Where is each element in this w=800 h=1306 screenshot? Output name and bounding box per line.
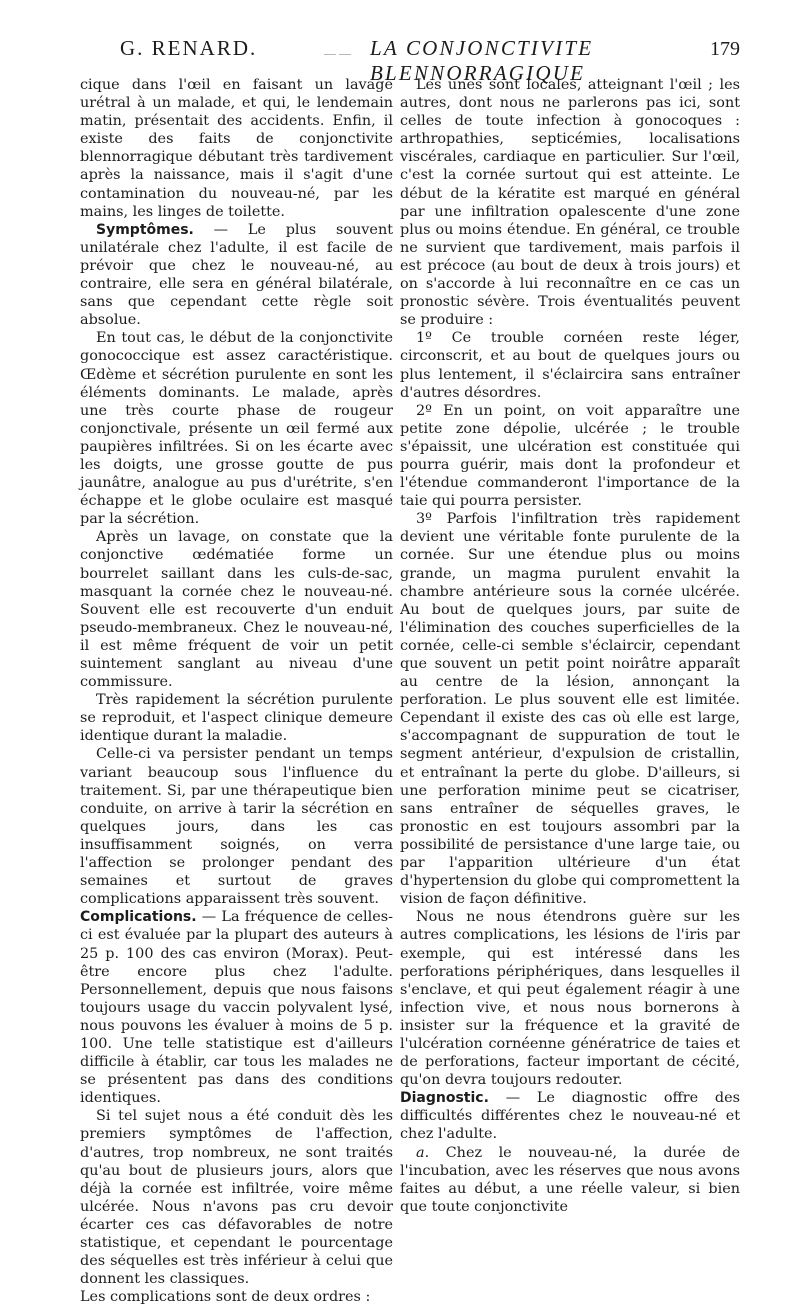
list-item-2: 2º En un point, on voit apparaître une petite zone dépolie, ulcérée ; le trouble s'épaissit, une ulcération est constituée qui pourra guérir, mais dont la profondeur et l'étendue commanderont l'importance de la taie qui pourra persister. bbox=[400, 402, 740, 510]
header-author: G. RENARD. bbox=[120, 36, 258, 60]
header-title: LA CONJONCTIVITE BLENNORRAGIQUE bbox=[370, 36, 594, 85]
page-number: 179 bbox=[710, 38, 740, 60]
section-heading: Symptômes. bbox=[96, 221, 194, 238]
list-item-3: 3º Parfois l'infiltration très rapidement devient une véritable fonte purulente de la cornée. Sur une étendue plus ou moins grande, un magma purulent envahit la chambre antérieure sous la cornée ulcérée. Au bout de quelques jours, par suite de l'élimination des couches superficielles de la cornée, celle-ci semble s'éclaircir, cependant que souvent un petit point noirâtre apparaît au centre de la lésion, annonçant la perforation. Le plus souvent elle est limitée. Cependant il existe des cas où elle est large, s'accompagnant de suppuration de tout le segment antérieur, d'expulsion de cristallin, et entraînant la perte du globe. D'ailleurs, si une perforation minime peut se cicatriser, sans entraîner de séquelles graves, le pronostic en est toujours assombri par la possibilité de persistance d'une large taie, ou par l'apparition ultérieure d'un état d'hypertension du globe qui compromettent la vision de façon définitive. bbox=[400, 511, 740, 908]
paragraph-symptomes bbox=[80, 221, 393, 330]
section-heading: Diagnostic. bbox=[400, 1090, 489, 1107]
paragraph-text: — Le plus souvent unilatérale chez l'adulte, il est facile de prévoir que chez le nouveau-né, au contraire, elle sera en général bilatérale, sans que cependant cette règle soit absolue. bbox=[80, 221, 393, 329]
paragraph-text: Chez le nouveau-né, la durée de l'incubation, avec les réserves que nous avons faites au début, a une réelle valeur, si bien que toute conjonctivite bbox=[400, 1144, 740, 1215]
paragraph: Très rapidement la sécrétion purulente se reproduit, et l'aspect clinique demeure identique durant la maladie. bbox=[80, 692, 393, 745]
paragraph: cique dans l'œil en faisant un lavage urétral à un malade, et qui, le lendemain matin, présentait des accidents. Enfin, il existe des faits de conjonctivite blennorragique débutant très tardivement après la naissance, mais il s'agit d'une contamination du nouveau-né, par les mains, les linges de toilette. bbox=[80, 77, 393, 220]
list-item-1: 1º Ce trouble cornéen reste léger, circonscrit, et au bout de quelques jours ou plus lentement, il s'éclaircira sans entraîner d'autres désordres. bbox=[400, 330, 740, 401]
right-column bbox=[400, 76, 740, 1216]
paragraph: Les complications sont de deux ordres : bbox=[80, 1289, 371, 1306]
header-separator: — — bbox=[324, 46, 351, 60]
left-column bbox=[80, 76, 393, 1306]
paragraph: Les unes sont locales, atteignant l'œil ; les autres, dont nous ne parlerons pas ici, sont celles de toute infection à gonocoques : arthropathies, septicémies, localisations viscérales, cardiaque en particulier. Sur l'œil, c'est la cornée surtout qui est atteinte. Le début de la kératite est marqué en général par une infiltration opalescente d'une zone plus ou moins étendue. En général, ce trouble ne survient que tardivement, mais parfois il est précoce (au bout de deux à trois jours) et on s'accorde à lui reconnaître en ce cas un pronostic sévère. Trois éventualités peuvent se produire : bbox=[400, 77, 740, 329]
paragraph-a bbox=[400, 1144, 740, 1216]
paragraph-complications bbox=[80, 908, 393, 1107]
paragraph: Après un lavage, on constate que la conjonctive œdématiée forme un bourrelet saillant dans les culs-de-sac, masquant la cornée chez le nouveau-né. Souvent elle est recouverte d'un enduit pseudo-membraneux. Chez le nouveau-né, il est même fréquent de voir un petit suintement sanglant au niveau d'une commissure. bbox=[80, 529, 393, 691]
item-letter: a. bbox=[416, 1144, 430, 1161]
running-header bbox=[80, 36, 740, 85]
section-heading: Complications. bbox=[80, 909, 197, 926]
paragraph-diagnostic bbox=[400, 1089, 740, 1143]
paragraph-text: — La fréquence de celles-ci est évaluée par la plupart des auteurs à 25 p. 100 des cas environ (Morax). Peut-être encore plus chez l'adulte. Personnellement, depuis que nous faisons toujours usage du vaccin polyvalent lysé, nous pouvons les évaluer à moins de 5 p. 100. Une telle statistique est d'ailleurs difficile à établir, car tous les malades ne se présentent pas dans des conditions identiques. bbox=[80, 909, 393, 1107]
paragraph: Si tel sujet nous a été conduit dès les premiers symptômes de l'affection, d'autres, trop nombreux, ne sont traités qu'au bout de plusieurs jours, alors que déjà la cornée est infiltrée, voire même ulcérée. Nous n'avons pas cru devoir écarter ces cas défavorables de notre statistique, et cependant le pourcentage des séquelles est très inférieur à celui que donnent les classiques. bbox=[80, 1108, 393, 1288]
paragraph-text: — Le diagnostic offre des difficultés différentes chez le nouveau-né et chez l'adulte. bbox=[400, 1090, 740, 1143]
paragraph: Nous ne nous étendrons guère sur les autres complications, les lésions de l'iris par exemple, qui est intéressé dans les perforations périphériques, dans lesquelles il s'enclave, et qui peut également réagir à une infection vive, et nous nous bornerons à insister sur la fréquence et la gravité de l'ulcération cornéenne génératrice de taies et de perforations, facteur important de cécité, qu'on devra toujours redouter. bbox=[400, 909, 740, 1089]
paragraph: En tout cas, le début de la conjonctivite gonococcique est assez caractéristique. Œdème et sécrétion purulente en sont les éléments dominants. Le malade, après une très courte phase de rougeur conjonctivale, présente un œil fermé aux paupières infiltrées. Si on les écarte avec les doigts, une grosse goutte de pus jaunâtre, analogue au pus d'urétrite, s'en échappe et le globe oculaire est masqué par la sécrétion. bbox=[80, 330, 393, 528]
paragraph: Celle-ci va persister pendant un temps variant beaucoup sous l'influence du traitement. Si, par une thérapeutique bien conduite, on arrive à tarir la sécrétion en quelques jours, dans les cas insuffisamment soignés, on verra l'affection se prolonger pendant des semaines et surtout de graves complications apparaissent très souvent. bbox=[80, 746, 393, 908]
